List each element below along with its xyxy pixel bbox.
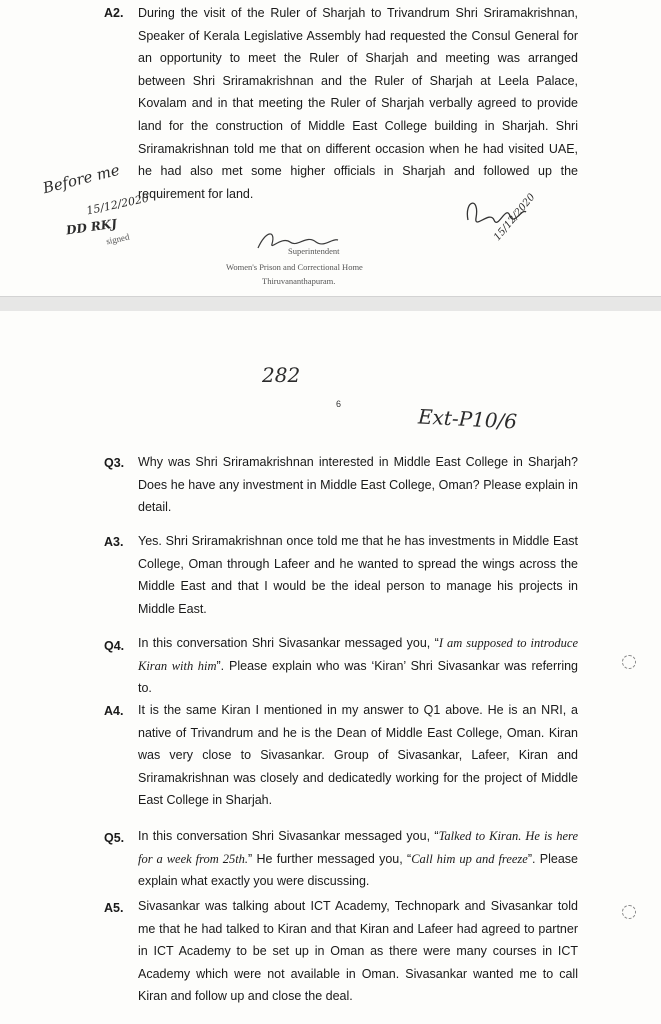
margin-mark xyxy=(622,905,636,919)
question-label: Q5. xyxy=(104,831,125,845)
question-label: Q3. xyxy=(104,456,125,470)
question-text: In this conversation Shri Sivasankar messaged you, “I am supposed to introduce Kiran with him”. Please explain who was ‘Kiran’ Shri Sivasankar was referring to. xyxy=(138,636,578,696)
answer-text: Sivasankar was talking about ICT Academy, Technopark and Sivasankar told me that he had talked to Kiran and that Kiran and Lafeer had agreed to partner in ICT Academy to be set up in Oman as there were many courses in ICT Academy which were not available in Oman. Sivasankar wanted me to call Kiran and follow up and close the deal. xyxy=(138,899,578,1004)
handwritten-initials: DD RKJ xyxy=(65,216,118,238)
handwritten-reference: Ext-P10/6 xyxy=(417,404,518,434)
stamp-place: Thiruvananthapuram. xyxy=(262,276,336,286)
stamp-office: Women's Prison and Correctional Home xyxy=(226,262,363,272)
document-page-bottom xyxy=(0,311,661,1024)
page-separator xyxy=(0,296,661,312)
answer-label: A2. xyxy=(104,6,124,20)
page-number: 6 xyxy=(336,399,342,409)
quoted-message: Call him up and freeze xyxy=(411,851,528,866)
answer-label: A5. xyxy=(104,901,124,915)
stamp-designation: Superintendent xyxy=(288,246,340,256)
signature-date: 15/12/2020 xyxy=(492,191,538,244)
quoted-message: I am supposed to introduce Kiran with him xyxy=(138,636,578,673)
handwritten-date: 15/12/2020 xyxy=(85,191,151,218)
question-text: Why was Shri Sriramakrishnan interested in Middle East College in Sharjah? Does he have any investment in Middle East College, Oman? Please explain in detail. xyxy=(138,455,578,515)
handwritten-number: 282 xyxy=(262,363,301,387)
answer-text: Yes. Shri Sriramakrishnan once told me that he has investments in Middle East College, Oman through Lafeer and he wanted to spread the wings across the Middle East and that I would be the ideal person to manage his projects in Middle East. xyxy=(138,534,578,616)
quoted-message: Talked to Kiran. He is here for a week from 25th. xyxy=(138,829,579,866)
stamp-text: signed xyxy=(105,231,131,247)
document-page-top xyxy=(0,0,661,296)
answer-label: A3. xyxy=(104,535,124,549)
question-text: In this conversation Shri Sivasankar messaged you, “Talked to Kiran. He is here for a week from 25th.” He further messaged you, “Call him up and freeze”. Please explain what exactly you were discussing. xyxy=(138,829,579,889)
answer-text: It is the same Kiran I mentioned in my answer to Q1 above. He is an NRI, a native of Trivandrum and he is the Dean of Middle East College, Oman. Kiran was very close to Sivasankar. Group of Sivasankar, Lafeer, Kiran and Sriramakrishnan was closely and dedicatedly working for the project of Middle East College in Sharjah. xyxy=(138,703,578,808)
question-label: Q4. xyxy=(104,639,125,653)
answer-text: During the visit of the Ruler of Sharjah to Trivandrum Shri Sriramakrishnan, Speaker of Kerala Legislative Assembly had requested the Consul General for an opportunity to meet the Ruler of Sharjah and meeting was arranged between Shri Sriramakrishnan and the Ruler of Sharjah at Leela Palace, Kovalam and in that meeting the Ruler of Sharjah verbally agreed to provide land for the construction of Middle East College building in Sharjah. Shri Sriramakrishnan told me that on different occasion when he had visited UAE, he had also met some higher officials in Sharjah and followed up the requirement for land. xyxy=(138,6,578,201)
handwritten-note: Before me xyxy=(40,160,122,198)
margin-mark xyxy=(622,655,636,669)
answer-label: A4. xyxy=(104,704,124,718)
